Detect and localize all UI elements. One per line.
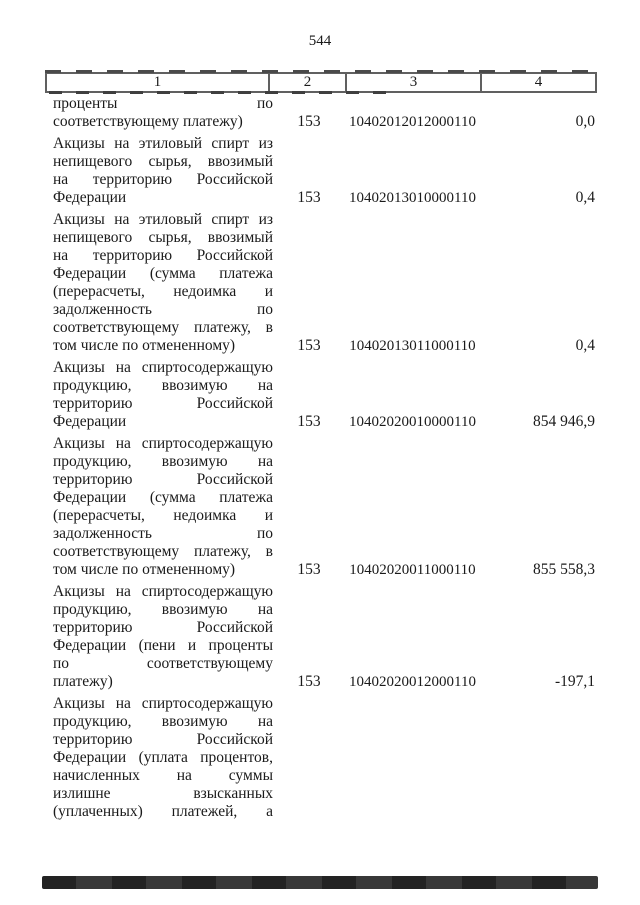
cell-name: [45, 211, 273, 355]
cell-name-line: (уплаченных) платежей, а: [53, 803, 273, 820]
cell-name-line: задолженность по: [53, 301, 273, 318]
cell-name: [45, 695, 273, 821]
cell-name-line: (перерасчеты, недоимка и: [53, 283, 273, 300]
cell-name-line: излишне взысканных: [53, 785, 273, 802]
cell-name-line: (перерасчеты, недоимка и: [53, 507, 273, 524]
cell-name: [45, 435, 273, 579]
cell-admin-code: 153: [297, 113, 321, 130]
cell-admin-code: 153: [297, 189, 321, 206]
cell-admin-code: 153: [297, 413, 321, 430]
cell-name-line: продукцию, ввозимую на: [53, 713, 273, 730]
cell-name-line: задолженность по: [53, 525, 273, 542]
cell-kbk-code: 10402013010000110: [349, 190, 476, 206]
cell-name-line: том числе по отмененному): [53, 561, 236, 578]
cell-name-line: Федерации (пени и проценты: [53, 637, 273, 654]
cell-name-line: продукцию, ввозимую на: [53, 377, 273, 394]
column-header-2: 2: [268, 74, 345, 91]
cell-name-line: соответствующему платежу, в: [53, 543, 273, 560]
cell-kbk-code: 10402020011000110: [349, 562, 476, 578]
cell-name-line: территорию Российской: [53, 471, 273, 488]
cell-name-line: Акцизы на спиртосодержащую: [53, 583, 273, 600]
cell-amount: 854 946,9: [533, 413, 595, 430]
cell-name-line: Федерации (сумма платежа: [53, 489, 273, 506]
cell-kbk-code: 10402020010000110: [349, 414, 476, 430]
cell-admin-code: 153: [297, 673, 321, 690]
column-header-3: 3: [345, 74, 480, 91]
cell-admin-code: 153: [297, 337, 321, 354]
cell-name-line: Федерации: [53, 189, 127, 206]
table-row: [45, 95, 597, 131]
cell-name: [45, 135, 273, 207]
cell-name-line: том числе по отмененному): [53, 337, 236, 354]
cell-name-line: начисленных на суммы: [53, 767, 273, 784]
cell-kbk-code: 10402020012000110: [349, 674, 476, 690]
cell-name-line: Акцизы на спиртосодержащую: [53, 435, 273, 452]
cell-name-line: территорию Российской: [53, 731, 273, 748]
cell-amount: 855 558,3: [533, 561, 595, 578]
table-row: [45, 695, 597, 821]
cell-name-line: территорию Российской: [53, 619, 273, 636]
cell-name-line: платежу): [53, 673, 113, 690]
cell-name-line: по соответствующему: [53, 655, 273, 672]
cell-amount: 0,0: [575, 113, 595, 130]
cell-name-line: на территорию Российской: [53, 171, 273, 188]
cell-kbk-code: 10402012012000110: [349, 114, 476, 130]
cell-name-line: Федерации (уплата процентов,: [53, 749, 273, 766]
table-row: [45, 435, 597, 579]
cell-name-line: на территорию Российской: [53, 247, 273, 264]
table-body: [45, 95, 597, 821]
cell-name-line: непищевого сырья, ввозимый: [53, 153, 273, 170]
cell-name-line: территорию Российской: [53, 395, 273, 412]
cell-name: [45, 95, 273, 131]
table-row: [45, 359, 597, 431]
cell-name: [45, 583, 273, 691]
cell-name-line: Акцизы на спиртосодержащую: [53, 359, 273, 376]
cell-name: [45, 359, 273, 431]
cell-amount: 0,4: [575, 337, 595, 354]
cell-name-line: Акцизы на этиловый спирт из: [53, 211, 273, 228]
cell-name-line: соответствующему платежу, в: [53, 319, 273, 336]
page-number: 544: [308, 33, 332, 49]
table-row: [45, 135, 597, 207]
cell-name-line: проценты по: [53, 95, 273, 112]
cell-name-line: Акцизы на этиловый спирт из: [53, 135, 273, 152]
column-header-4: 4: [480, 74, 595, 91]
cell-name-line: соответствующему платежу): [53, 113, 243, 130]
cell-amount: 0,4: [575, 189, 595, 206]
budget-table: [45, 72, 597, 825]
table-header-row: [45, 72, 597, 93]
column-header-1: 1: [153, 74, 162, 90]
cell-amount: -197,1: [554, 673, 595, 690]
cell-admin-code: 153: [297, 561, 321, 578]
table-row: [45, 583, 597, 691]
cell-name-line: продукцию, ввозимую на: [53, 601, 273, 618]
cell-name-line: Акцизы на спиртосодержащую: [53, 695, 273, 712]
cell-kbk-code: 10402013011000110: [349, 338, 476, 354]
table-row: [45, 211, 597, 355]
cell-name-line: продукцию, ввозимую на: [53, 453, 273, 470]
cell-name-line: Федерации (сумма платежа: [53, 265, 273, 282]
cell-name-line: непищевого сырья, ввозимый: [53, 229, 273, 246]
cell-name-line: Федерации: [53, 413, 127, 430]
scan-artifact-strip: [42, 876, 598, 889]
